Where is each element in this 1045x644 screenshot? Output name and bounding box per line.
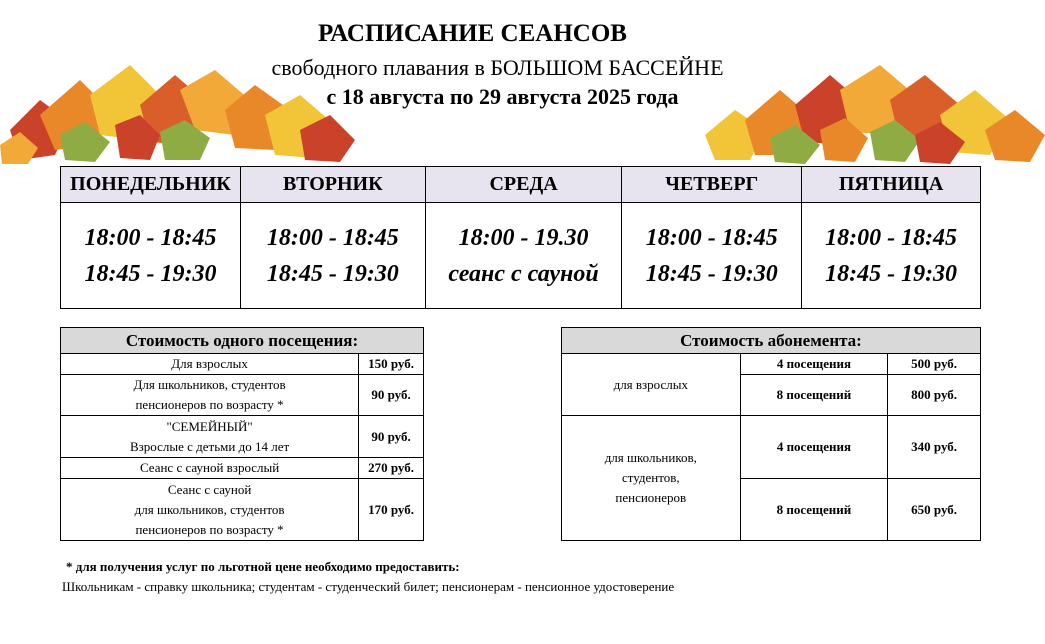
session-time: 18:45 - 19:30 bbox=[84, 260, 217, 287]
subscription-price: 340 руб. bbox=[888, 416, 981, 479]
subscription-option: 8 посещений bbox=[740, 479, 888, 541]
subscription-option: 4 посещения bbox=[740, 354, 888, 375]
footnote-text: Школьникам - справку школьника; студентам - студенческий билет; пенсионерам - пенсионное удостоверение bbox=[62, 579, 675, 594]
schedule-cell-monday bbox=[61, 203, 241, 309]
page-title: РАСПИСАНИЕ СЕАНСОВ bbox=[318, 20, 627, 47]
subscription-title: Стоимость абонемента: bbox=[562, 328, 981, 354]
subscription-price: 650 руб. bbox=[888, 479, 981, 541]
day-header-friday: ПЯТНИЦА bbox=[802, 167, 981, 203]
day-header-thursday: ЧЕТВЕРГ bbox=[622, 167, 802, 203]
price-value: 90 руб. bbox=[359, 416, 424, 458]
price-value: 150 руб. bbox=[359, 354, 424, 375]
schedule-cell-friday bbox=[802, 203, 981, 309]
session-time: 18:00 - 18:45 bbox=[84, 224, 217, 251]
subscription-option: 4 посещения bbox=[740, 416, 888, 479]
price-category: Для взрослых bbox=[61, 354, 359, 375]
session-time: 18:00 - 19.30 bbox=[458, 224, 589, 251]
session-note: сеанс с сауной bbox=[448, 260, 599, 287]
price-category: Для школьников, студентов пенсионеров по возрасту * bbox=[61, 375, 359, 416]
subscription-category-adults: для взрослых bbox=[562, 354, 741, 416]
subscription-option: 8 посещений bbox=[740, 375, 888, 416]
session-time: 18:00 - 18:45 bbox=[645, 224, 778, 251]
day-header-tuesday: ВТОРНИК bbox=[240, 167, 425, 203]
schedule-cell-thursday bbox=[622, 203, 802, 309]
price-category: Сеанс с сауной взрослый bbox=[61, 458, 359, 479]
footnote-title: * для получения услуг по льготной цене необходимо предоставить: bbox=[66, 559, 460, 574]
session-time: 18:45 - 19:30 bbox=[266, 260, 399, 287]
schedule-cell-tuesday bbox=[240, 203, 425, 309]
session-time: 18:00 - 18:45 bbox=[266, 224, 399, 251]
session-time: 18:45 - 19:30 bbox=[825, 260, 958, 287]
single-visit-title: Стоимость одного посещения: bbox=[61, 328, 424, 354]
price-value: 170 руб. bbox=[359, 479, 424, 541]
subscription-price: 800 руб. bbox=[888, 375, 981, 416]
page-subtitle: свободного плавания в БОЛЬШОМ БАССЕЙНЕ bbox=[271, 55, 724, 80]
price-category: "СЕМЕЙНЫЙ" Взрослые с детьми до 14 лет bbox=[61, 416, 359, 458]
schedule-cell-wednesday bbox=[425, 203, 622, 309]
day-header-wednesday: СРЕДА bbox=[425, 167, 622, 203]
price-value: 90 руб. bbox=[359, 375, 424, 416]
session-time: 18:00 - 18:45 bbox=[825, 224, 958, 251]
day-header-monday: ПОНЕДЕЛЬНИК bbox=[61, 167, 241, 203]
price-category: Сеанс с сауной для школьников, студентов пенсионеров по возрасту * bbox=[61, 479, 359, 541]
subscription-category-students: для школьников, студентов, пенсионеров bbox=[562, 416, 741, 541]
price-value: 270 руб. bbox=[359, 458, 424, 479]
date-range: с 18 августа по 29 августа 2025 года bbox=[326, 84, 679, 109]
schedule-table bbox=[60, 166, 981, 309]
single-visit-price-table bbox=[60, 327, 424, 541]
subscription-price: 500 руб. bbox=[888, 354, 981, 375]
subscription-price-table bbox=[561, 327, 981, 541]
session-time: 18:45 - 19:30 bbox=[645, 260, 778, 287]
